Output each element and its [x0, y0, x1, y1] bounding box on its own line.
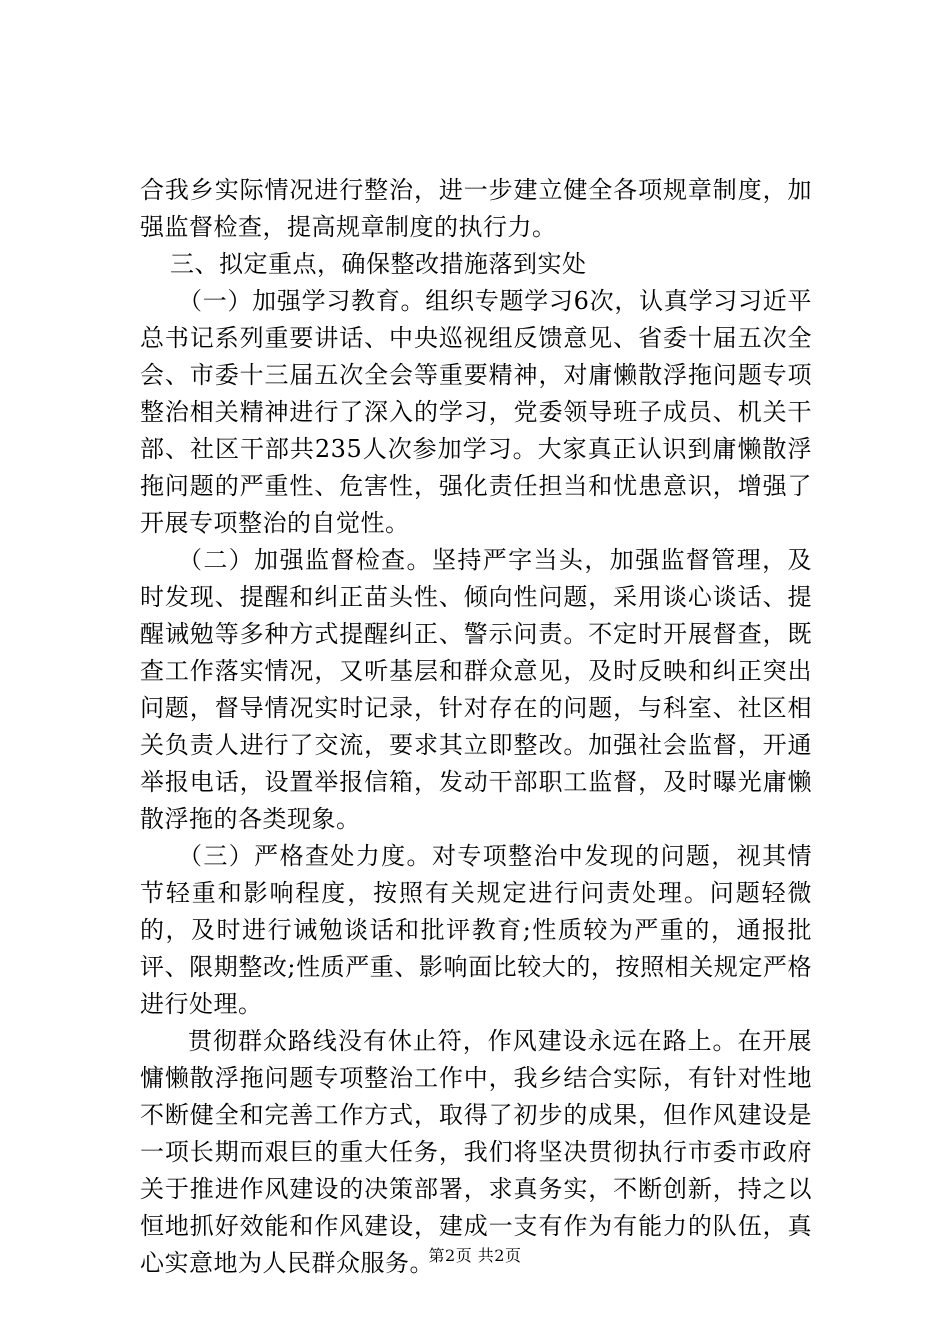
document-body [140, 172, 812, 1282]
paragraph-conclusion: 贯彻群众路线没有休止符，作风建设永远在路上。在开展慵懒散浮拖问题专项整治工作中，我乡结合实际，有针对性地不断健全和完善工作方式，取得了初步的成果，但作风建设是一项长期而艰巨的重大任务，我们将坚决贯彻执行市委市政府关于推进作风建设的决策部署，求真务实，不断创新，持之以恒地抓好效能和作风建设，建成一支有作为有能力的队伍，真心实意地为人民群众服务。 [140, 1027, 812, 1277]
paragraph-supervision: （二）加强监督检查。坚持严字当头，加强监督管理，及时发现、提醒和纠正苗头性、倾向性问题，采用谈心谈话、提醒诫勉等多种方式提醒纠正、警示问责。不定时开展督查，既查工作落实情况，又听基层和群众意见，及时反映和纠正突出问题，督导情况实时记录，针对存在的问题，与科室、社区相关负责人进行了交流，要求其立即整改。加强社会监督，开通举报电话，设置举报信箱，发动干部职工监督，及时曝光庸懒散浮拖的各类现象。 [140, 546, 812, 833]
page-footer: 第2页 共2页 [428, 1246, 522, 1265]
section-heading: 三、拟定重点，确保整改措施落到实处 [170, 250, 587, 278]
paragraph-study-education: （一）加强学习教育。组织专题学习6次，认真学习习近平总书记系列重要讲话、中央巡视组反馈意见、省委十届五次全会、市委十三届五次全会等重要精神，对庸懒散浮拖问题专项整治相关精神进行了深入的学习，党委领导班子成员、机关干部、社区干部共235人次参加学习。大家真正认识到庸懒散浮拖问题的严重性、危害性，强化责任担当和忧患意识，增强了开展专项整治的自觉性。 [140, 287, 812, 537]
paragraph-investigation: （三）严格查处力度。对专项整治中发现的问题，视其情节轻重和影响程度，按照有关规定进行问责处理。问题轻微的，及时进行诫勉谈话和批评教育;性质较为严重的，通报批评、限期整改;性质严重、影响面比较大的，按照相关规定严格进行处理。 [140, 842, 812, 1018]
paragraph-continuation: 合我乡实际情况进行整治，进一步建立健全各项规章制度，加强监督检查，提高规章制度的执行力。 [140, 176, 812, 241]
